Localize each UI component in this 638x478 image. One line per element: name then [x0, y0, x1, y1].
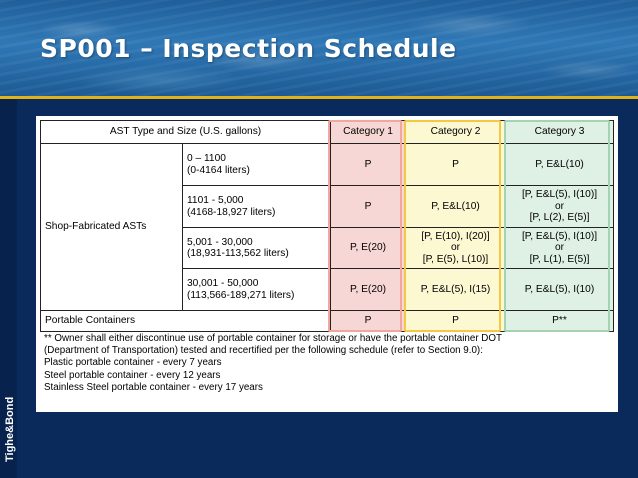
cat2-value: P, E&L(10) [431, 200, 480, 212]
cat3-cell [506, 144, 614, 186]
inspection-table [40, 120, 614, 332]
cat2-cell [406, 144, 506, 186]
portable-label: Portable Containers [41, 311, 331, 332]
size-cell [183, 186, 331, 228]
cat3-cell [506, 186, 614, 228]
footnote-line: Stainless Steel portable container - every 17 years [44, 381, 263, 393]
size-liters: (0-4164 liters) [187, 164, 250, 176]
cat2-value: [P, E(10), I(20)] [421, 230, 490, 242]
cat1-cell [331, 269, 406, 311]
size-gallons: 1101 - 5,000 [187, 195, 244, 206]
shop-fabricated-label: Shop-Fabricated ASTs [41, 144, 183, 311]
cat3-value: [P, E&L(5), I(10)] [521, 230, 598, 242]
cat2-cell [406, 269, 506, 311]
footnote [44, 333, 614, 394]
cat2-cell [406, 186, 506, 228]
size-gallons: 0 – 1100 [187, 153, 226, 164]
footnote-line: ** Owner shall either discontinue use of portable container for storage or have the portable container DOT [44, 333, 502, 344]
cat1-cell: P [331, 311, 406, 332]
size-cell [183, 228, 331, 269]
table-row-portable [41, 311, 614, 332]
cat2-cell: P [406, 311, 506, 332]
cat3-value: P, E&L(10) [535, 158, 584, 170]
cat2-value: P, E&L(5), I(15) [420, 283, 491, 295]
cat1-value: P, E(20) [349, 283, 387, 295]
water-banner [0, 0, 638, 96]
footnote-line: Steel portable container - every 12 years [44, 369, 221, 381]
cat1-value: P [364, 200, 372, 212]
cat1-cell [331, 228, 406, 269]
size-liters: (4168-18,927 liters) [187, 206, 276, 218]
cat2-cell [406, 228, 506, 269]
header-row [41, 121, 614, 144]
footnote-line: Plastic portable container - every 7 years [44, 357, 222, 369]
cat3-value-alt: [P, L(1), E(5)] [529, 253, 590, 265]
cat1-cell [331, 186, 406, 228]
company-logo: Tighe&Bond [4, 396, 16, 462]
size-cell [183, 144, 331, 186]
cat3-cell [506, 228, 614, 269]
slide-title: SP001 – Inspection Schedule [40, 34, 457, 63]
table-row [41, 144, 614, 186]
cat3-cell: P** [506, 311, 614, 332]
cat1-value: P, E(20) [349, 242, 387, 254]
size-liters: (18,931-113,562 liters) [187, 248, 289, 259]
cat3-value: [P, E&L(5), I(10)] [521, 189, 598, 201]
cat1-cell [331, 144, 406, 186]
cat1-value: P [364, 158, 372, 170]
size-cell [183, 269, 331, 311]
header-category-1: Category 1 [331, 121, 406, 144]
cat3-value-alt: [P, L(2), E(5)] [529, 212, 590, 224]
cat3-value: P, E&L(5), I(10) [524, 283, 595, 295]
size-liters: (113,566-189,271 liters) [187, 289, 295, 301]
cat2-or: or [450, 242, 461, 254]
size-gallons: 5,001 - 30,000 [187, 236, 253, 248]
cat2-value-alt: [P, E(5), L(10)] [422, 253, 489, 265]
header-type-size: AST Type and Size (U.S. gallons) [41, 121, 331, 144]
footnote-line: (Department of Transportation) tested and recertified per the following schedule (refer to Section 9.0): [44, 345, 483, 357]
header-category-3: Category 3 [506, 121, 614, 144]
cat3-or: or [554, 242, 565, 254]
size-gallons: 30,001 - 50,000 [187, 278, 259, 289]
cat2-value: P [452, 158, 459, 170]
header-category-2: Category 2 [406, 121, 506, 144]
accent-rule [0, 96, 638, 99]
cat3-or: or [554, 200, 565, 212]
table-panel [36, 116, 618, 412]
cat3-cell [506, 269, 614, 311]
